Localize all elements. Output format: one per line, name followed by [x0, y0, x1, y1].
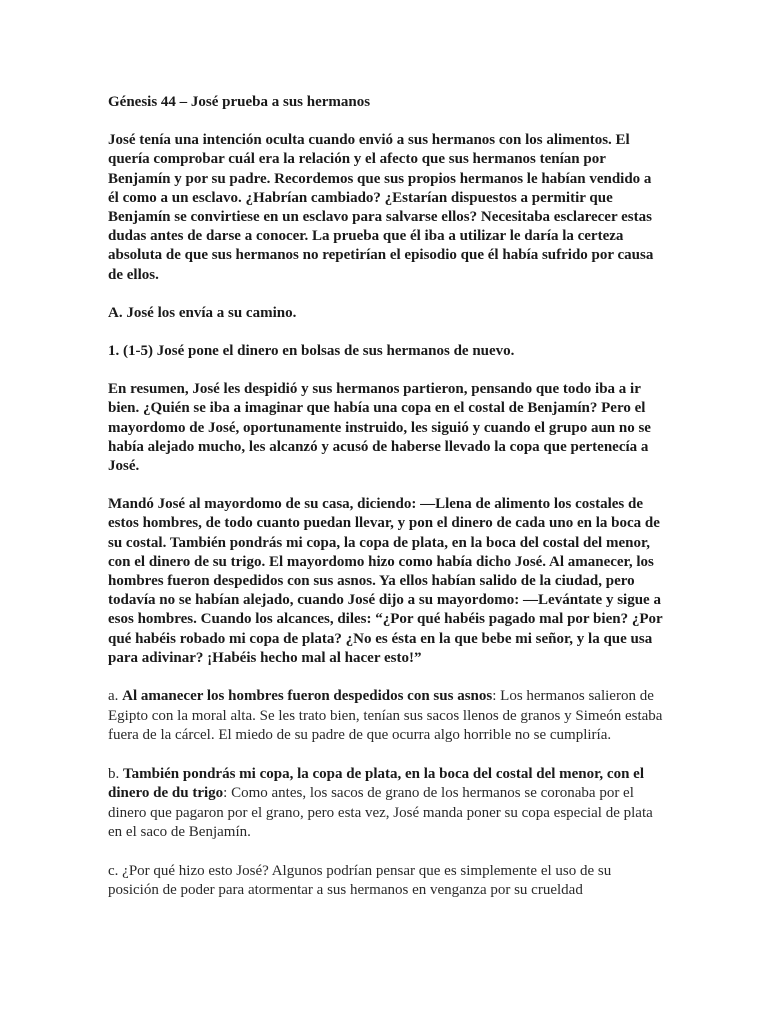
- scripture-paragraph: Mandó José al mayordomo de su casa, diciendo: —Llena de alimento los costales de estos hombres, de todo cuanto puedan llevar, y pon el dinero de cada uno en la boca de su costal. También pondrás mi copa, la copa de plata, en la boca del costal del menor, con el dinero de su trigo. El mayordomo hizo como había dicho José. Al amanecer, los hombres fueron despedidos con sus asnos. Ya ellos habían salido de la ciudad, pero todavía no se habían alejado, cuando José dijo a su mayordomo: —Levántate y sigue a esos hombres. Cuando los alcances, diles: “¿Por qué habéis pagado mal por bien? ¿Por qué habéis robado mi copa de plata? ¿No es ésta en la que bebe mi señor, y la que usa para adivinar? ¡Habéis hecho mal al hacer esto!”: [108, 496, 663, 666]
- note-a-lead: Al amanecer los hombres fueron despedidos con sus asnos: [122, 688, 493, 705]
- note-c-paragraph: c. ¿Por qué hizo esto José? Algunos podrían pensar que es simplemente el uso de su posición de poder para atormentar a sus hermanos en venganza por su crueldad: [108, 862, 612, 899]
- summary-paragraph: En resumen, José les despidió y sus hermanos partieron, pensando que todo iba a ir bien. ¿Quién se iba a imaginar que había una copa en el costal de Benjamín? Pero el mayordomo de José, oportunamente instruido, les siguió y cuando el grupo aun no se había alejado mucho, les alcanzó y acusó de haberse llevado la copa que pertenecía a José.: [108, 381, 651, 475]
- intro-paragraph: José tenía una intención oculta cuando envió a sus hermanos con los alimentos. El quería comprobar cuál era la relación y el afecto que sus hermanos tenían por Benjamín y por su padre. Recordemos que sus propios hermanos le habían vendido a él como a un esclavo. ¿Habrían cambiado? ¿Estarían dispuestos a permitir que Benjamín se convirtiese en un esclavo para salvarse ellos? Necesitaba esclarecer estas dudas antes de darse a conocer. La prueba que él iba a utilizar le daría la certeza absoluta de que sus hermanos no repetirían el episodio que él había sufrido por causa de ellos.: [108, 132, 654, 283]
- note-a-paragraph: [108, 687, 663, 746]
- note-a-text: : Los hermanos salieron de Egipto con la moral alta. Se les trato bien, tenían sus sacos llenos de granos y Simeón estaba fuera de la cárcel. El miedo de su padre de que ocurra algo horrible no se cumpliría.: [108, 688, 663, 744]
- note-a-marker: a.: [108, 688, 119, 705]
- point-1-heading: 1. (1-5) José pone el dinero en bolsas de sus hermanos de nuevo.: [108, 343, 515, 360]
- section-a-heading: A. José los envía a su camino.: [108, 304, 297, 321]
- note-b-text: : Como antes, los sacos de grano de los hermanos se coronaba por el dinero que pagaron por el grano, pero esta vez, José manda poner su copa especial de plata en el saco de Benjamín.: [108, 785, 653, 841]
- note-b-lead: También pondrás mi copa, la copa de plata, en la boca del costal del menor, con el dinero de du trigo: [108, 765, 645, 802]
- document-page: [108, 93, 663, 920]
- note-b-paragraph: [108, 765, 663, 843]
- document-title: Génesis 44 – José prueba a sus hermanos: [108, 94, 371, 110]
- note-b-marker: b.: [108, 765, 120, 782]
